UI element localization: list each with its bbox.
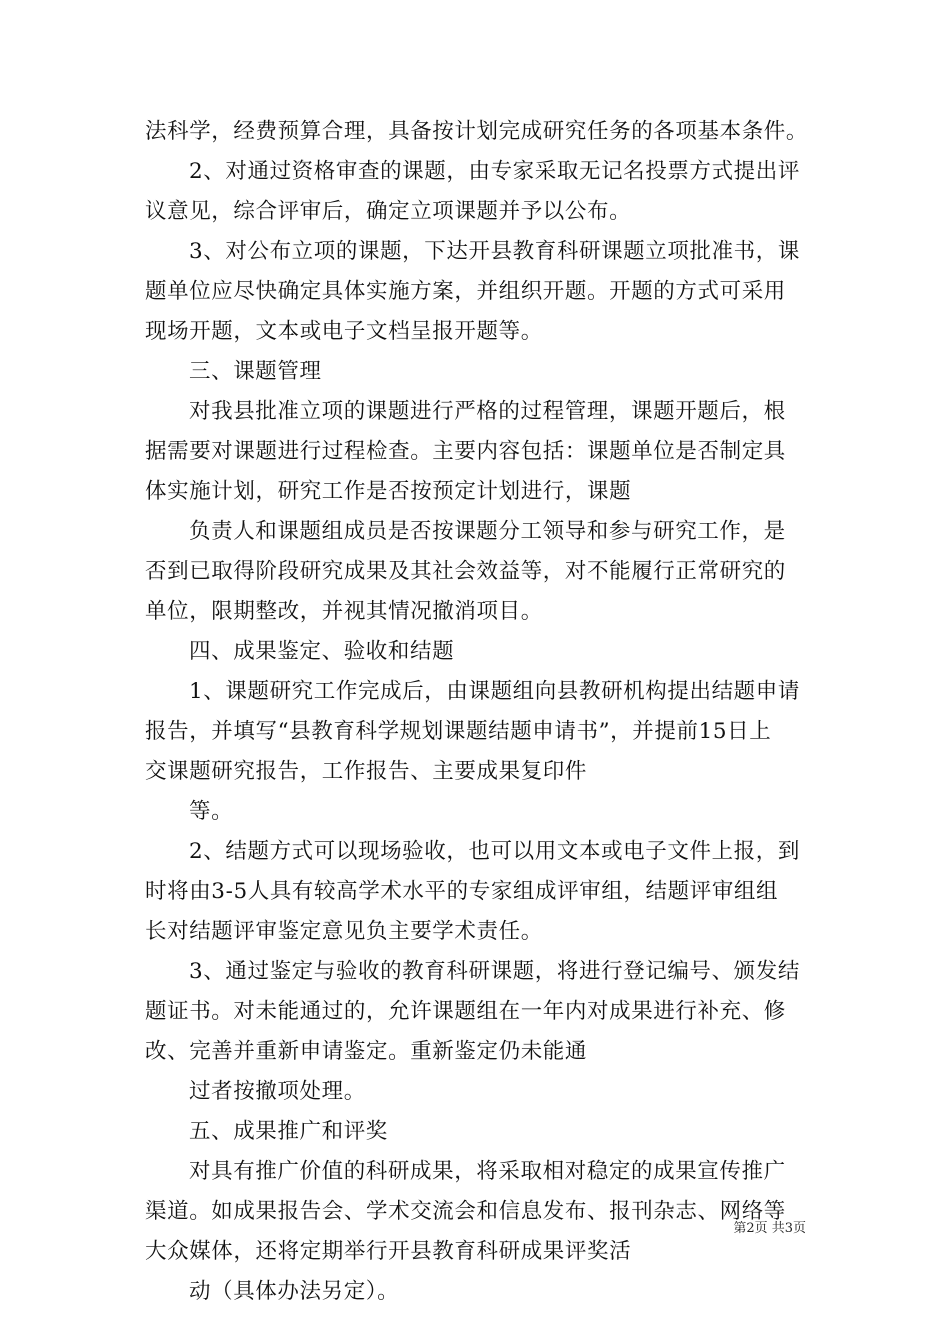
text-line: 3、通过鉴定与验收的教育科研课题，将进行登记编号、颁发结: [189, 959, 800, 984]
text-line: 现场开题，文本或电子文档呈报开题等。: [145, 319, 543, 344]
text-line: 四、成果鉴定、验收和结题: [189, 639, 455, 664]
text-line: 大众媒体，还将定期举行开县教育科研成果评奖活: [145, 1239, 632, 1264]
text-line: 过者按撤项处理。: [189, 1079, 366, 1104]
text-line: 动（具体办法另定）。: [189, 1279, 400, 1304]
text-line: 时将由3-5人具有较高学术水平的专家组成评审组，结题评审组组: [145, 879, 779, 904]
text-line: 交课题研究报告，工作报告、主要成果复印件: [145, 759, 588, 784]
text-line: 报告，并填写“县教育科学规划课题结题申请书”，并提前15日上: [145, 719, 772, 744]
text-line: 法科学，经费预算合理，具备按计划完成研究任务的各项基本条件。: [145, 119, 809, 144]
text-line: 议意见，综合评审后，确定立项课题并予以公布。: [145, 199, 632, 224]
text-line: 2、对通过资格审查的课题，由专家采取无记名投票方式提出评: [189, 159, 800, 184]
text-line: 对具有推广价值的科研成果，将采取相对稳定的成果宣传推广: [189, 1159, 786, 1184]
text-line: 负责人和课题组成员是否按课题分工领导和参与研究工作，是: [189, 519, 786, 544]
text-line: 题单位应尽快确定具体实施方案，并组织开题。开题的方式可采用: [145, 279, 786, 304]
text-line: 渠道。如成果报告会、学术交流会和信息发布、报刊杂志、网络等: [145, 1199, 786, 1224]
text-line: 3、对公布立项的课题，下达开县教育科研课题立项批准书，课: [189, 239, 800, 264]
text-line: 三、课题管理: [189, 359, 322, 384]
text-line: 对我县批准立项的课题进行严格的过程管理，课题开题后，根: [189, 399, 786, 424]
text-line: 题证书。对未能通过的，允许课题组在一年内对成果进行补充、修: [145, 999, 786, 1024]
text-line: 单位，限期整改，并视其情况撤消项目。: [145, 599, 543, 624]
text-line: 改、完善并重新申请鉴定。重新鉴定仍未能通: [145, 1039, 588, 1064]
document-body: [145, 112, 807, 1312]
text-line: 五、成果推广和评奖: [189, 1119, 388, 1144]
text-line: 1、课题研究工作完成后，由课题组向县教研机构提出结题申请: [189, 679, 800, 704]
text-line: 否到已取得阶段研究成果及其社会效益等，对不能履行正常研究的: [145, 559, 786, 584]
text-line: 据需要对课题进行过程检查。主要内容包括：课题单位是否制定具: [145, 439, 786, 464]
page-number: 第2页 共3页: [733, 1221, 806, 1236]
text-line: 长对结题评审鉴定意见负主要学术责任。: [145, 919, 543, 944]
text-line: 等。: [189, 799, 234, 824]
text-line: 体实施计划，研究工作是否按预定计划进行，课题: [145, 479, 632, 504]
text-line: 2、结题方式可以现场验收，也可以用文本或电子文件上报，到: [189, 839, 800, 864]
